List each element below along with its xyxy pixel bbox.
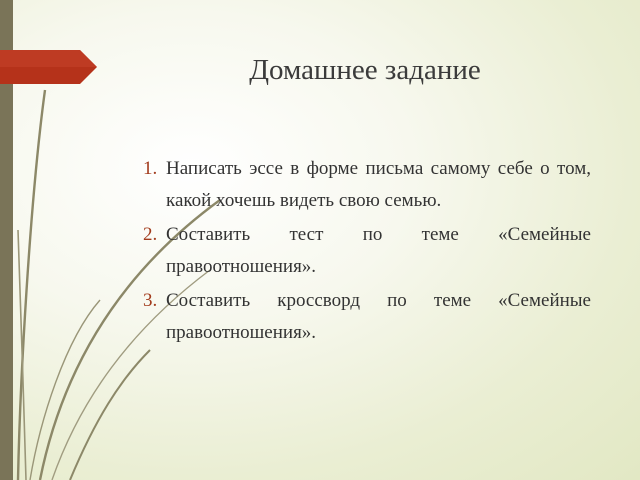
title-arrow-tab xyxy=(0,50,97,84)
list-item-text: Составить кроссворд по теме «Семейные правоотношения». xyxy=(166,290,591,343)
list-item-text: Написать эссе в форме письма самому себе о том, какой хочешь видеть свою семью. xyxy=(166,158,591,211)
list-item xyxy=(143,285,591,349)
homework-list xyxy=(143,153,591,351)
slide-title: Домашнее задание xyxy=(249,54,481,86)
list-number: 1. xyxy=(143,158,158,179)
list-number: 3. xyxy=(143,290,158,311)
list-item xyxy=(143,153,591,217)
list-number: 2. xyxy=(143,224,158,245)
list-item-text: Составить тест по теме «Семейные правоотношения». xyxy=(166,224,591,277)
list-item xyxy=(143,219,591,283)
